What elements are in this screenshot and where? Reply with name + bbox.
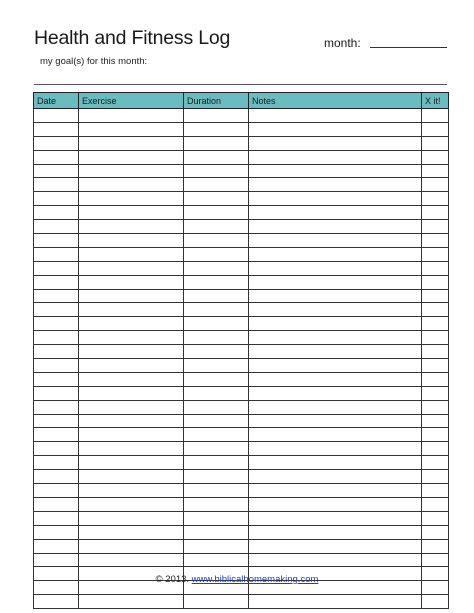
table-row: [34, 247, 449, 261]
date-cell[interactable]: [34, 386, 79, 400]
exercise-cell[interactable]: [79, 470, 184, 484]
notes-cell[interactable]: [249, 164, 422, 178]
notes-cell[interactable]: [249, 442, 422, 456]
duration-cell[interactable]: [184, 206, 249, 220]
column-header-notes: Notes: [249, 93, 422, 109]
duration-cell[interactable]: [184, 122, 249, 136]
exercise-cell[interactable]: [79, 317, 184, 331]
exercise-cell[interactable]: [79, 331, 184, 345]
column-header-duration: Duration: [184, 93, 249, 109]
duration-cell[interactable]: [184, 386, 249, 400]
table-body: [34, 109, 449, 609]
notes-cell[interactable]: [249, 247, 422, 261]
exercise-cell[interactable]: [79, 136, 184, 150]
date-cell[interactable]: [34, 289, 79, 303]
table-row: [34, 178, 449, 192]
x-it-cell[interactable]: [422, 525, 449, 539]
duration-cell[interactable]: [184, 150, 249, 164]
notes-cell[interactable]: [249, 275, 422, 289]
date-cell[interactable]: [34, 428, 79, 442]
table-header-row: [34, 93, 449, 109]
date-cell[interactable]: [34, 164, 79, 178]
notes-cell[interactable]: [249, 470, 422, 484]
date-cell[interactable]: [34, 553, 79, 567]
date-cell[interactable]: [34, 136, 79, 150]
table-row: [34, 484, 449, 498]
x-it-cell[interactable]: [422, 164, 449, 178]
x-it-cell[interactable]: [422, 234, 449, 248]
duration-cell[interactable]: [184, 345, 249, 359]
notes-cell[interactable]: [249, 386, 422, 400]
duration-cell[interactable]: [184, 220, 249, 234]
table-row: [34, 511, 449, 525]
exercise-cell[interactable]: [79, 414, 184, 428]
footer: [0, 574, 474, 585]
exercise-cell[interactable]: [79, 247, 184, 261]
x-it-cell[interactable]: [422, 331, 449, 345]
x-it-cell[interactable]: [422, 220, 449, 234]
date-cell[interactable]: [34, 345, 79, 359]
table-row: [34, 359, 449, 373]
table-row: [34, 122, 449, 136]
notes-cell[interactable]: [249, 234, 422, 248]
exercise-cell[interactable]: [79, 511, 184, 525]
notes-cell[interactable]: [249, 428, 422, 442]
duration-cell[interactable]: [184, 317, 249, 331]
table-row: [34, 192, 449, 206]
notes-cell[interactable]: [249, 484, 422, 498]
x-it-cell[interactable]: [422, 400, 449, 414]
table-row: [34, 414, 449, 428]
exercise-cell[interactable]: [79, 442, 184, 456]
exercise-cell[interactable]: [79, 595, 184, 609]
date-cell[interactable]: [34, 400, 79, 414]
duration-cell[interactable]: [184, 456, 249, 470]
date-cell[interactable]: [34, 525, 79, 539]
duration-cell[interactable]: [184, 303, 249, 317]
duration-cell[interactable]: [184, 192, 249, 206]
exercise-cell[interactable]: [79, 206, 184, 220]
goal-field-line[interactable]: [34, 84, 447, 85]
x-it-cell[interactable]: [422, 275, 449, 289]
column-header-date: Date: [34, 93, 79, 109]
notes-cell[interactable]: [249, 192, 422, 206]
exercise-cell[interactable]: [79, 289, 184, 303]
x-it-cell[interactable]: [422, 511, 449, 525]
exercise-cell[interactable]: [79, 164, 184, 178]
copyright-text: © 2013.: [155, 574, 190, 585]
x-it-cell[interactable]: [422, 497, 449, 511]
date-cell[interactable]: [34, 359, 79, 373]
exercise-cell[interactable]: [79, 345, 184, 359]
duration-cell[interactable]: [184, 470, 249, 484]
x-it-cell[interactable]: [422, 359, 449, 373]
duration-cell[interactable]: [184, 289, 249, 303]
notes-cell[interactable]: [249, 525, 422, 539]
table-row: [34, 150, 449, 164]
duration-cell[interactable]: [184, 261, 249, 275]
exercise-cell[interactable]: [79, 497, 184, 511]
table-row: [34, 317, 449, 331]
duration-cell[interactable]: [184, 511, 249, 525]
exercise-cell[interactable]: [79, 109, 184, 123]
date-cell[interactable]: [34, 275, 79, 289]
date-cell[interactable]: [34, 539, 79, 553]
x-it-cell[interactable]: [422, 136, 449, 150]
table-row: [34, 442, 449, 456]
date-cell[interactable]: [34, 206, 79, 220]
exercise-cell[interactable]: [79, 275, 184, 289]
date-cell[interactable]: [34, 511, 79, 525]
table-row: [34, 553, 449, 567]
exercise-cell[interactable]: [79, 525, 184, 539]
duration-cell[interactable]: [184, 234, 249, 248]
duration-cell[interactable]: [184, 109, 249, 123]
duration-cell[interactable]: [184, 247, 249, 261]
date-cell[interactable]: [34, 220, 79, 234]
duration-cell[interactable]: [184, 178, 249, 192]
exercise-cell[interactable]: [79, 234, 184, 248]
notes-cell[interactable]: [249, 595, 422, 609]
notes-cell[interactable]: [249, 511, 422, 525]
x-it-cell[interactable]: [422, 428, 449, 442]
table-row: [34, 206, 449, 220]
duration-cell[interactable]: [184, 539, 249, 553]
month-field-line[interactable]: [370, 47, 447, 48]
x-it-cell[interactable]: [422, 178, 449, 192]
notes-cell[interactable]: [249, 289, 422, 303]
table-row: [34, 595, 449, 609]
notes-cell[interactable]: [249, 303, 422, 317]
table-row: [34, 470, 449, 484]
table-row: [34, 275, 449, 289]
x-it-cell[interactable]: [422, 109, 449, 123]
notes-cell[interactable]: [249, 150, 422, 164]
table-row: [34, 497, 449, 511]
duration-cell[interactable]: [184, 275, 249, 289]
notes-cell[interactable]: [249, 497, 422, 511]
exercise-cell[interactable]: [79, 150, 184, 164]
x-it-cell[interactable]: [422, 261, 449, 275]
date-cell[interactable]: [34, 178, 79, 192]
month-label: month:: [324, 36, 361, 50]
date-cell[interactable]: [34, 372, 79, 386]
exercise-cell[interactable]: [79, 539, 184, 553]
table-row: [34, 400, 449, 414]
notes-cell[interactable]: [249, 136, 422, 150]
exercise-cell[interactable]: [79, 484, 184, 498]
date-cell[interactable]: [34, 442, 79, 456]
date-cell[interactable]: [34, 317, 79, 331]
notes-cell[interactable]: [249, 261, 422, 275]
notes-cell[interactable]: [249, 414, 422, 428]
goal-label: my goal(s) for this month:: [40, 56, 148, 67]
duration-cell[interactable]: [184, 525, 249, 539]
notes-cell[interactable]: [249, 372, 422, 386]
table-row: [34, 289, 449, 303]
duration-cell[interactable]: [184, 484, 249, 498]
duration-cell[interactable]: [184, 164, 249, 178]
table-row: [34, 303, 449, 317]
date-cell[interactable]: [34, 150, 79, 164]
x-it-cell[interactable]: [422, 192, 449, 206]
exercise-cell[interactable]: [79, 428, 184, 442]
date-cell[interactable]: [34, 456, 79, 470]
exercise-cell[interactable]: [79, 220, 184, 234]
notes-cell[interactable]: [249, 178, 422, 192]
date-cell[interactable]: [34, 303, 79, 317]
table-row: [34, 456, 449, 470]
duration-cell[interactable]: [184, 400, 249, 414]
x-it-cell[interactable]: [422, 247, 449, 261]
exercise-cell[interactable]: [79, 456, 184, 470]
exercise-cell[interactable]: [79, 553, 184, 567]
date-cell[interactable]: [34, 414, 79, 428]
notes-cell[interactable]: [249, 317, 422, 331]
x-it-cell[interactable]: [422, 345, 449, 359]
duration-cell[interactable]: [184, 442, 249, 456]
table-row: [34, 372, 449, 386]
x-it-cell[interactable]: [422, 414, 449, 428]
table-row: [34, 525, 449, 539]
x-it-cell[interactable]: [422, 317, 449, 331]
x-it-cell[interactable]: [422, 456, 449, 470]
x-it-cell[interactable]: [422, 442, 449, 456]
column-header-x-it: X it!: [422, 93, 449, 109]
x-it-cell[interactable]: [422, 386, 449, 400]
duration-cell[interactable]: [184, 372, 249, 386]
fitness-log-table: [33, 92, 449, 609]
x-it-cell[interactable]: [422, 303, 449, 317]
exercise-cell[interactable]: [79, 178, 184, 192]
duration-cell[interactable]: [184, 497, 249, 511]
notes-cell[interactable]: [249, 553, 422, 567]
exercise-cell[interactable]: [79, 261, 184, 275]
notes-cell[interactable]: [249, 400, 422, 414]
x-it-cell[interactable]: [422, 539, 449, 553]
duration-cell[interactable]: [184, 553, 249, 567]
table-row: [34, 428, 449, 442]
table-row: [34, 164, 449, 178]
duration-cell[interactable]: [184, 414, 249, 428]
notes-cell[interactable]: [249, 331, 422, 345]
date-cell[interactable]: [34, 109, 79, 123]
table-row: [34, 345, 449, 359]
notes-cell[interactable]: [249, 109, 422, 123]
table-row: [34, 136, 449, 150]
notes-cell[interactable]: [249, 206, 422, 220]
x-it-cell[interactable]: [422, 289, 449, 303]
exercise-cell[interactable]: [79, 122, 184, 136]
duration-cell[interactable]: [184, 595, 249, 609]
date-cell[interactable]: [34, 484, 79, 498]
table-row: [34, 109, 449, 123]
exercise-cell[interactable]: [79, 372, 184, 386]
x-it-cell[interactable]: [422, 553, 449, 567]
table-row: [34, 539, 449, 553]
x-it-cell[interactable]: [422, 122, 449, 136]
x-it-cell[interactable]: [422, 484, 449, 498]
exercise-cell[interactable]: [79, 192, 184, 206]
notes-cell[interactable]: [249, 539, 422, 553]
duration-cell[interactable]: [184, 136, 249, 150]
notes-cell[interactable]: [249, 345, 422, 359]
website-link[interactable]: www.biblicalhomemaking.com: [191, 574, 319, 585]
page-title: Health and Fitness Log: [34, 27, 231, 49]
column-header-exercise: Exercise: [79, 93, 184, 109]
x-it-cell[interactable]: [422, 595, 449, 609]
duration-cell[interactable]: [184, 428, 249, 442]
exercise-cell[interactable]: [79, 359, 184, 373]
notes-cell[interactable]: [249, 456, 422, 470]
notes-cell[interactable]: [249, 122, 422, 136]
date-cell[interactable]: [34, 234, 79, 248]
exercise-cell[interactable]: [79, 400, 184, 414]
duration-cell[interactable]: [184, 359, 249, 373]
date-cell[interactable]: [34, 595, 79, 609]
date-cell[interactable]: [34, 497, 79, 511]
date-cell[interactable]: [34, 247, 79, 261]
duration-cell[interactable]: [184, 331, 249, 345]
date-cell[interactable]: [34, 261, 79, 275]
notes-cell[interactable]: [249, 359, 422, 373]
x-it-cell[interactable]: [422, 150, 449, 164]
exercise-cell[interactable]: [79, 386, 184, 400]
date-cell[interactable]: [34, 470, 79, 484]
table-row: [34, 234, 449, 248]
notes-cell[interactable]: [249, 220, 422, 234]
table-row: [34, 331, 449, 345]
date-cell[interactable]: [34, 122, 79, 136]
table-row: [34, 220, 449, 234]
x-it-cell[interactable]: [422, 206, 449, 220]
table-row: [34, 386, 449, 400]
x-it-cell[interactable]: [422, 470, 449, 484]
exercise-cell[interactable]: [79, 303, 184, 317]
table-row: [34, 261, 449, 275]
x-it-cell[interactable]: [422, 372, 449, 386]
date-cell[interactable]: [34, 331, 79, 345]
date-cell[interactable]: [34, 192, 79, 206]
